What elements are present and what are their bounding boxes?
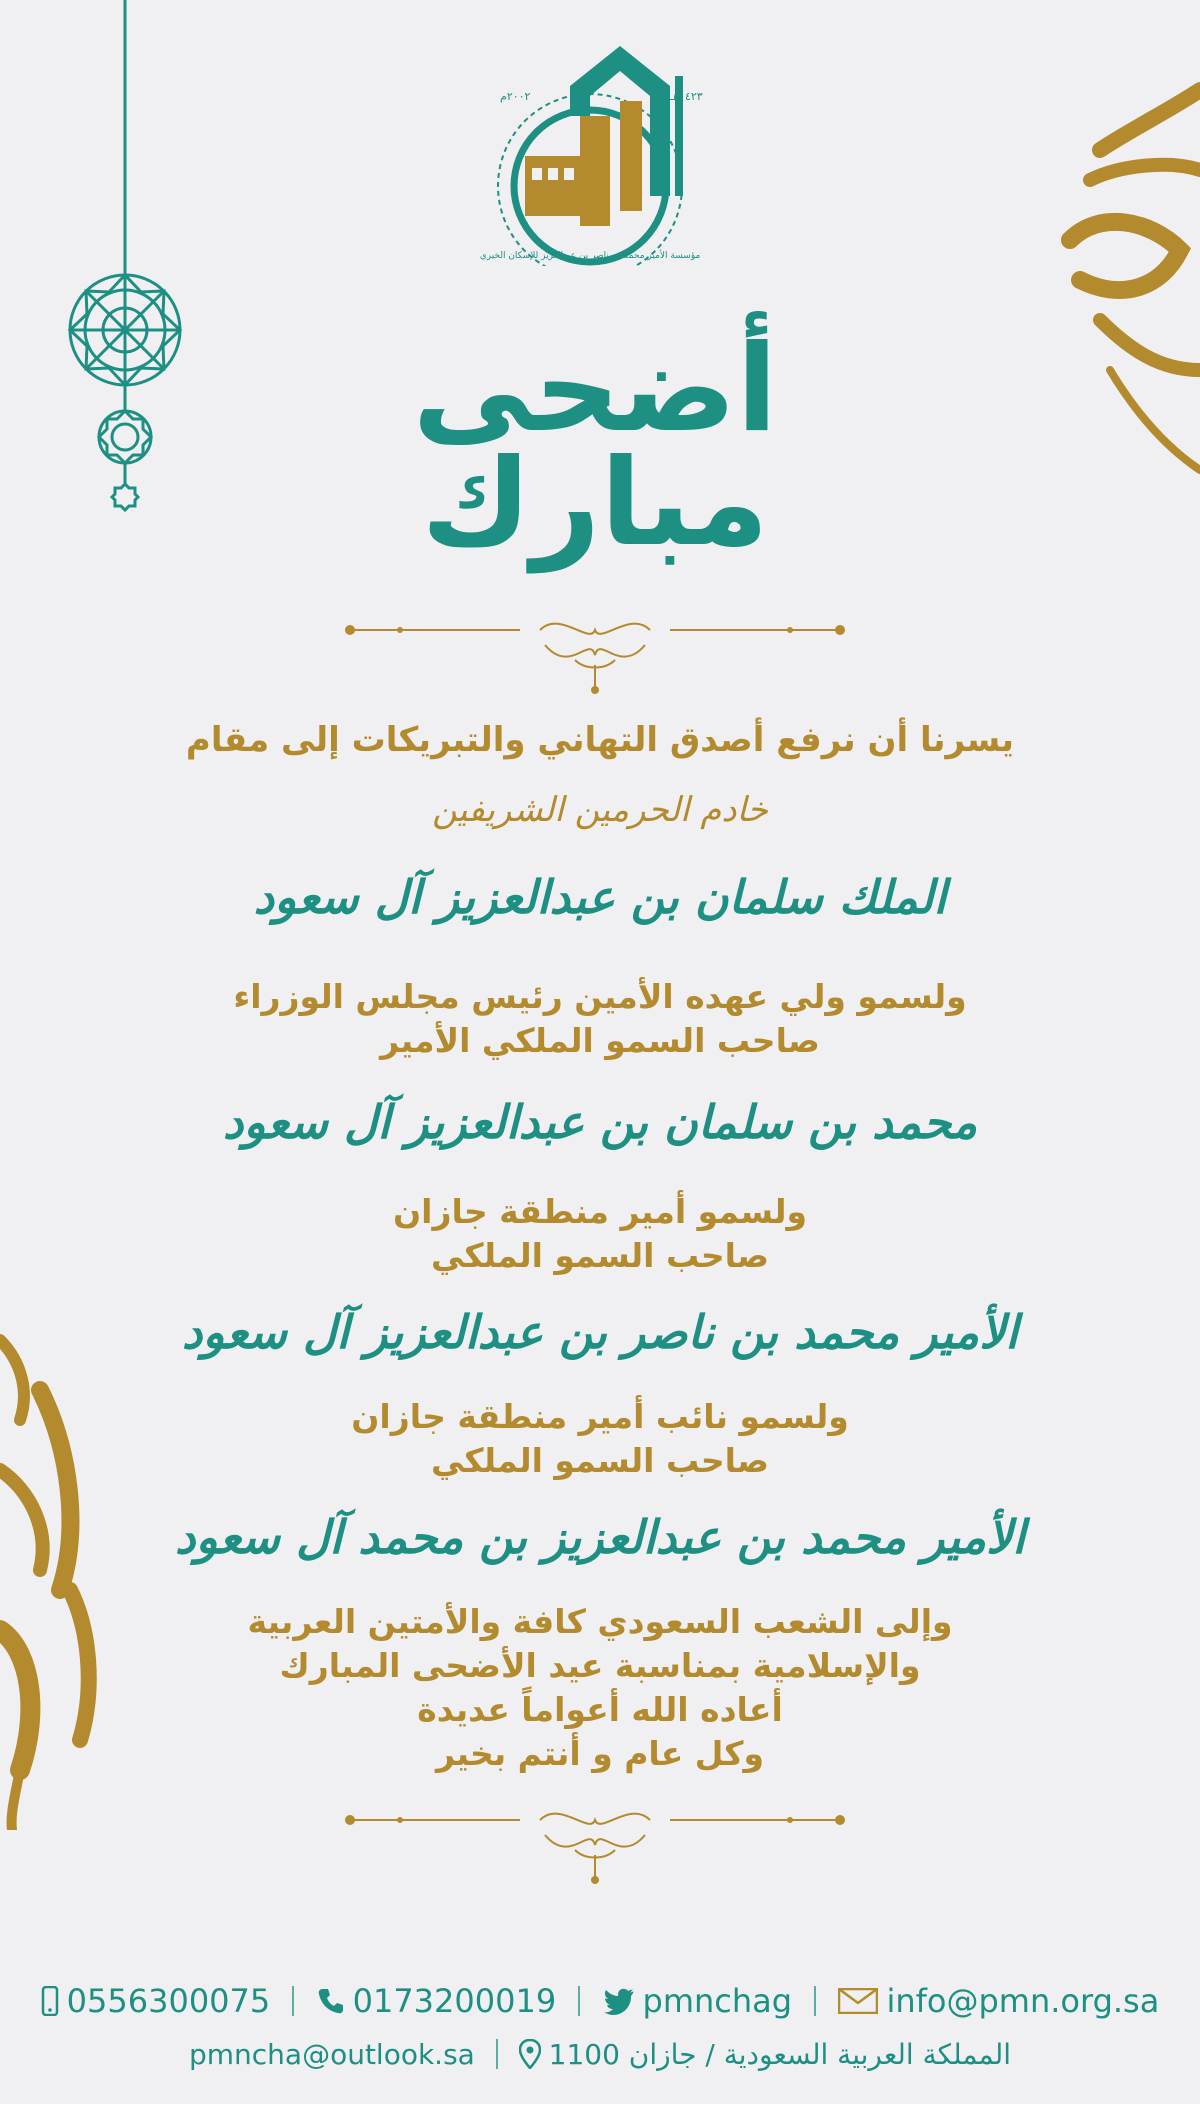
deputy-name-block	[120, 1510, 1080, 1564]
footer-separator	[814, 1986, 816, 2016]
emir-line-2: صاحب السمو الملكي	[431, 1236, 769, 1275]
crown-prince-line-1: ولسمو ولي عهده الأمين رئيس مجلس الوزراء	[233, 977, 967, 1016]
title-line-1: أضحى	[412, 320, 778, 459]
closing-line-4: وكل عام و أنتم بخير	[436, 1734, 764, 1773]
logo-ring-text: مؤسسة الأمير محمد بن ناصر بن عبدالعزيز للإسكان الخيري	[479, 251, 701, 261]
crown-prince-block	[120, 975, 1080, 1063]
footer-email-2[interactable]	[189, 2038, 475, 2071]
footer-mobile[interactable]	[41, 1982, 271, 2020]
ornament-divider-top	[340, 615, 850, 695]
footer-phone[interactable]	[317, 1982, 557, 2020]
emir-block	[120, 1190, 1080, 1278]
email-address-2: pmncha@outlook.sa	[188, 2037, 475, 2071]
mobile-icon	[41, 1986, 59, 2016]
ornament-divider-bottom	[340, 1805, 850, 1885]
custodian-title: خادم الحرمين الشريفين	[432, 790, 768, 830]
footer-separator	[496, 2039, 498, 2069]
custodian-block	[120, 790, 1080, 830]
emir-name-block	[120, 1305, 1080, 1359]
address-text: المملكة العربية السعودية / جازان 1100	[548, 2037, 1012, 2071]
hanging-lantern-ornament	[60, 0, 190, 515]
deputy-line-1: ولسمو نائب أمير منطقة جازان	[351, 1397, 849, 1436]
email-icon	[838, 1988, 878, 2014]
eid-title	[330, 320, 860, 573]
footer-address-row	[0, 2036, 1200, 2071]
footer-contacts-row	[0, 1980, 1200, 2020]
email-address: info@pmn.org.sa	[886, 1982, 1160, 2020]
crown-prince-name-block	[120, 1095, 1080, 1149]
deputy-name: الأمير محمد بن عبدالعزيز بن محمد آل سعود	[174, 1510, 1025, 1564]
gold-calligraphy-decoration-right	[1060, 70, 1200, 490]
king-block	[120, 870, 1080, 924]
twitter-icon	[603, 1987, 635, 2015]
footer-email[interactable]	[838, 1982, 1159, 2020]
footer-twitter[interactable]	[603, 1982, 793, 2020]
organization-logo	[470, 46, 720, 266]
footer-separator	[292, 1986, 294, 2016]
greeting-intro-block	[120, 720, 1080, 760]
closing-block	[120, 1600, 1080, 1776]
title-line-2: مبارك	[421, 434, 769, 573]
closing-line-2: والإسلامية بمناسبة عيد الأضحى المبارك	[279, 1646, 921, 1685]
logo-year-hijri: ١٤٢٣هـ	[670, 90, 703, 103]
emir-line-1: ولسمو أمير منطقة جازان	[393, 1192, 807, 1231]
phone-icon	[317, 1987, 345, 2015]
mobile-number: 0556300075	[66, 1982, 271, 2020]
logo-year-gregorian: ٢٠٠٢م	[500, 90, 531, 103]
gold-calligraphy-decoration-left	[0, 1330, 120, 1830]
emir-name: الأمير محمد بن ناصر بن عبدالعزيز آل سعود	[181, 1305, 1019, 1359]
crown-prince-line-2: صاحب السمو الملكي الأمير	[380, 1021, 820, 1060]
deputy-block	[120, 1395, 1080, 1483]
deputy-line-2: صاحب السمو الملكي	[431, 1441, 769, 1480]
crown-prince-name: محمد بن سلمان بن عبدالعزيز آل سعود	[222, 1095, 978, 1149]
closing-line-3: أعاده الله أعواماً عديدة	[417, 1690, 783, 1729]
twitter-handle: pmnchag	[642, 1982, 793, 2020]
phone-number: 0173200019	[352, 1982, 557, 2020]
location-pin-icon	[519, 2039, 541, 2069]
king-name: الملك سلمان بن عبدالعزيز آل سعود	[253, 870, 947, 924]
footer-address	[519, 2038, 1011, 2071]
footer-separator	[578, 1986, 580, 2016]
greeting-intro: يسرنا أن نرفع أصدق التهاني والتبريكات إلى مقام	[185, 720, 1015, 760]
closing-line-1: وإلى الشعب السعودي كافة والأمتين العربية	[247, 1602, 953, 1641]
